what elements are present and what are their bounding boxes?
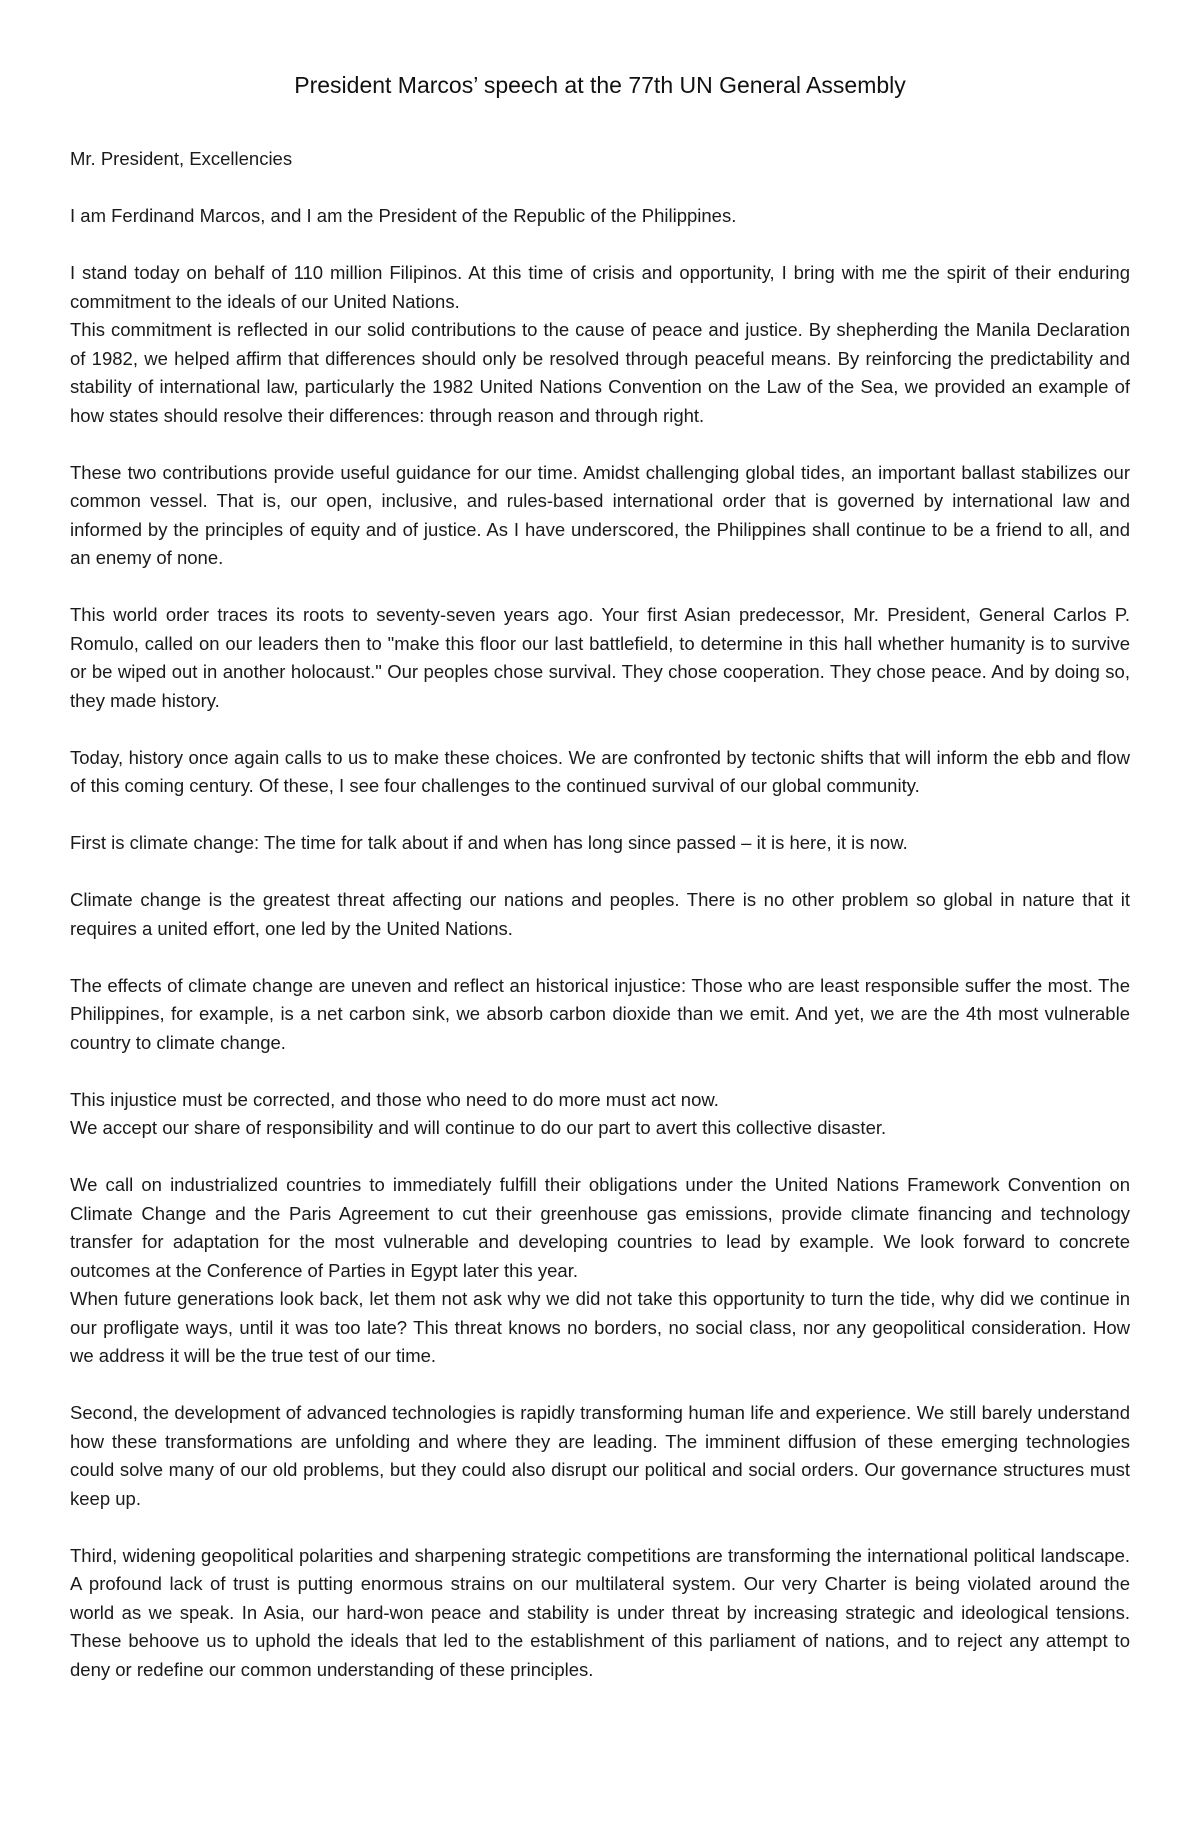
paragraph: Second, the development of advanced technologies is rapidly transforming human life and experience. We still barely understand how these transformations are unfolding and where they are leading. The imminent diffusion of these emerging technologies could solve many of our old problems, but they could also disrupt our political and social orders. Our governance structures must keep up.	[70, 1402, 1130, 1509]
paragraph: We accept our share of responsibility and will continue to do our part to avert this collective disaster.	[70, 1117, 887, 1138]
paragraph: When future generations look back, let them not ask why we did not take this opportunity to turn the tide, why did we continue in our profligate ways, until it was too late? This threat knows no borders, no social class, nor any geopolitical consideration. How we address it will be the true test of our time.	[70, 1288, 1130, 1366]
paragraph-salutation: Mr. President, Excellencies	[70, 148, 293, 169]
paragraph: These two contributions provide useful guidance for our time. Amidst challenging global tides, an important ballast stabilizes our common vessel. That is, our open, inclusive, and rules-based international order that is governed by international law and informed by the principles of equity and of justice. As I have underscored, the Philippines shall continue to be a friend to all, and an enemy of none.	[70, 461, 1130, 568]
paragraph: Climate change is the greatest threat affecting our nations and peoples. There is no other problem so global in nature that it requires a united effort, one led by the United Nations.	[70, 889, 1130, 939]
paragraph: Today, history once again calls to us to make these choices. We are confronted by tectonic shifts that will inform the ebb and flow of this coming century. Of these, I see four challenges to the continued survival of our global community.	[70, 746, 1130, 796]
paragraph: This injustice must be corrected, and those who need to do more must act now.	[70, 1088, 719, 1110]
paragraph: First is climate change: The time for talk about if and when has long since passed – it is here, it is now.	[70, 832, 908, 853]
document-body	[70, 145, 1130, 1713]
paragraph: This commitment is reflected in our solid contributions to the cause of peace and justice. By shepherding the Manila Declaration of 1982, we helped affirm that differences should only be resolved through peaceful means. By reinforcing the predictability and stability of international law, particularly the 1982 United Nations Convention on the Law of the Sea, we provided an example of how states should resolve their differences: through reason and through right.	[70, 319, 1130, 426]
paragraph: Third, widening geopolitical polarities and sharpening strategic competitions are transforming the international political landscape. A profound lack of trust is putting enormous strains on our multilateral system. Our very Charter is being violated around the world as we speak. In Asia, our hard-won peace and stability is under threat by increasing strategic and ideological tensions. These behoove us to uphold the ideals that led to the establishment of this parliament of nations, and to reject any attempt to deny or redefine our common understanding of these principles.	[70, 1544, 1130, 1680]
paragraph: I am Ferdinand Marcos, and I am the President of the Republic of the Philippines.	[70, 205, 737, 226]
paragraph: The effects of climate change are uneven and reflect an historical injustice: Those who are least responsible suffer the most. The Philippines, for example, is a net carbon sink, we absorb carbon dioxide than we emit. And yet, we are the 4th most vulnerable country to climate change.	[70, 974, 1130, 1053]
paragraph: This world order traces its roots to seventy-seven years ago. Your first Asian predecessor, Mr. President, General Carlos P. Romulo, called on our leaders then to "make this floor our last battlefield, to determine in this hall whether humanity is to survive or be wiped out in another holocaust." Our peoples chose survival. They chose cooperation. They chose peace. And by doing so, they made history.	[70, 604, 1130, 711]
paragraph: I stand today on behalf of 110 million Filipinos. At this time of crisis and opportunity, I bring with me the spirit of their enduring commitment to the ideals of our United Nations.	[70, 262, 1130, 312]
document-title: President Marcos’ speech at the 77th UN General Assembly	[294, 72, 906, 98]
paragraph: We call on industrialized countries to immediately fulfill their obligations under the United Nations Framework Convention on Climate Change and the Paris Agreement to cut their greenhouse gas emissions, provide climate financing and technology transfer for adaptation for the most vulnerable and developing countries to lead by example. We look forward to concrete outcomes at the Conference of Parties in Egypt later this year.	[70, 1174, 1130, 1281]
